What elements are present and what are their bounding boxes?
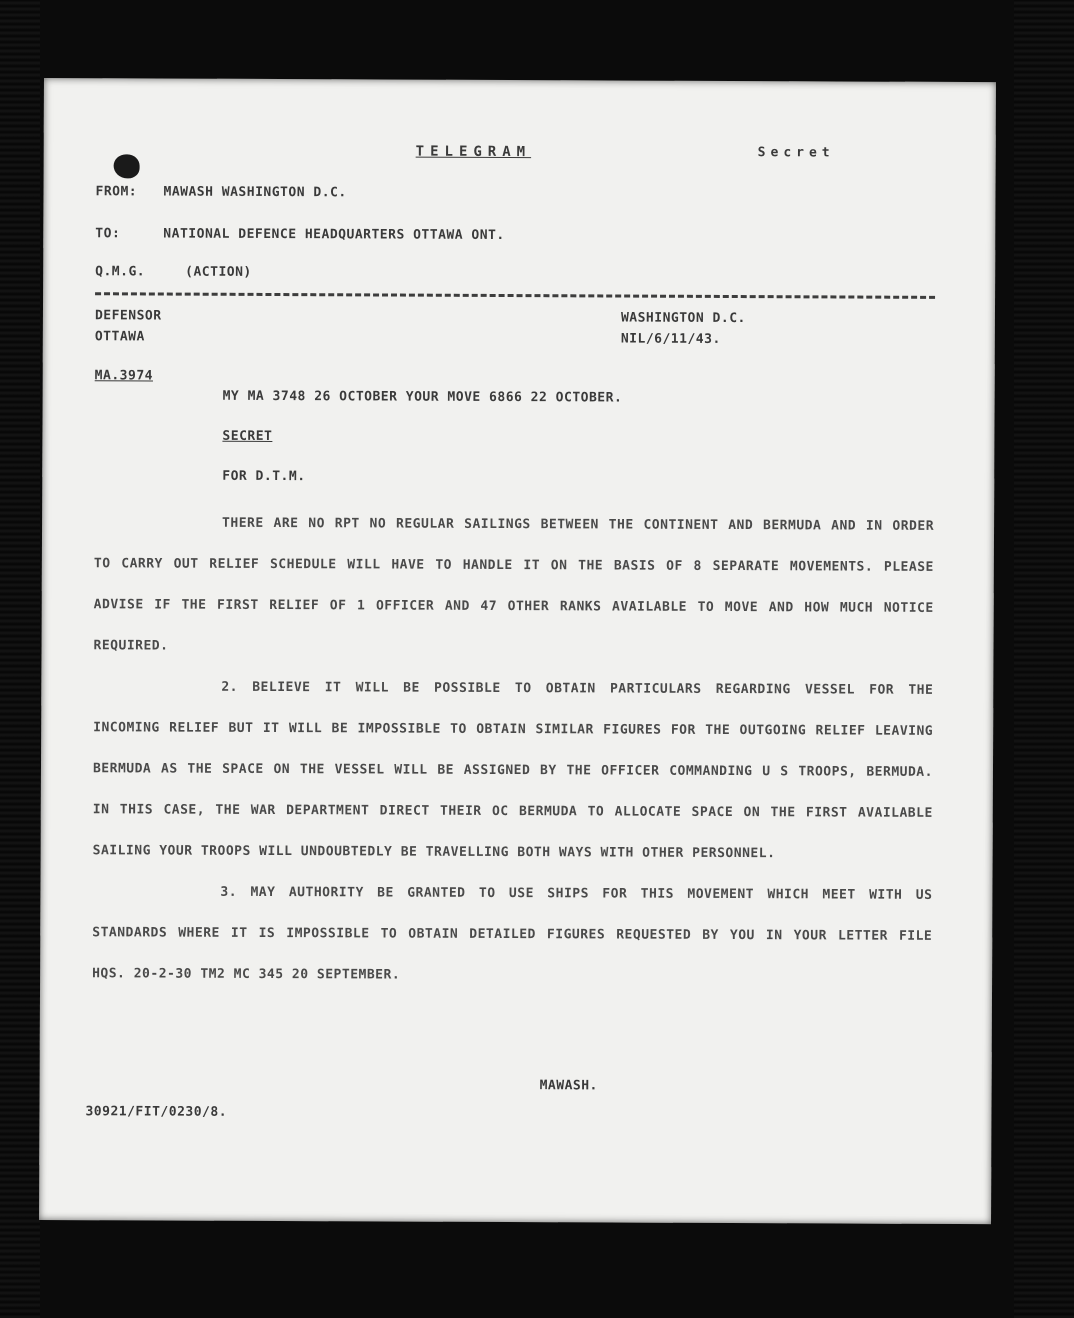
for-line: FOR D.T.M. (222, 468, 306, 485)
ink-blot (114, 154, 140, 178)
body-paragraph-2: 2. BELIEVE IT WILL BE POSSIBLE TO OBTAIN PARTICULARS REGARDING VESSEL FOR THE INCOMING RELIEF BUT IT WILL BE IMPOSSIBLE TO OBTAIN SIMILAR FIGURES FOR THE OUTGOING RELIEF LEAVING BERMUDA AS THE SPACE ON THE VESSEL WILL BE ASSIGNED BY THE OFFICER COMMANDING U S TROOPS, BERMUDA. IN THIS CASE, THE WAR DEPARTMENT DIRECT THEIR OC BERMUDA TO ALLOCATE SPACE ON THE FIRST AVAILABLE SAILING YOUR TROOPS WILL UNDOUBTEDLY BE TRAVELLING BOTH WAYS WITH OTHER PERSONNEL. (92, 679, 934, 862)
from-label: FROM: (95, 184, 138, 200)
telegram-page (39, 78, 996, 1224)
film-edge-right (1014, 0, 1074, 1318)
address-left-line-2: OTTAWA (94, 329, 145, 345)
body-paragraph-1: THERE ARE NO RPT NO REGULAR SAILINGS BETWEEN THE CONTINENT AND BERMUDA AND IN ORDER TO CARRY OUT RELIEF SCHEDULE WILL HAVE TO HANDLE IT ON THE BASIS OF 8 SEPARATE MOVEMENTS. PLEASE ADVISE IF THE FIRST RELIEF OF 1 OFFICER AND 47 OTHER RANKS AVAILABLE TO MOVE AND HOW MUCH NOTICE REQUIRED. (93, 515, 935, 654)
reference-line: MY MA 3748 26 OCTOBER YOUR MOVE 6866 22 OCTOBER. (222, 388, 623, 406)
qmg-value: (ACTION) (185, 264, 252, 280)
from-value: MAWASH WASHINGTON D.C. (163, 184, 347, 201)
message-number: MA.3974 (94, 368, 154, 384)
classification-label: Secret (757, 145, 835, 161)
address-left-line-1: DEFENSOR (94, 308, 162, 324)
document-title: TELEGRAM (415, 143, 532, 161)
dashed-divider (95, 292, 935, 299)
secret-heading: SECRET (222, 428, 273, 444)
qmg-label: Q.M.G. (95, 264, 146, 280)
message-body (92, 502, 934, 998)
to-value: NATIONAL DEFENCE HEADQUARTERS OTTAWA ONT. (163, 226, 505, 244)
film-edge-left (0, 0, 40, 1318)
to-label: TO: (95, 226, 121, 242)
signature: MAWASH. (539, 1078, 598, 1094)
address-right-line-2: NIL/6/11/43. (620, 331, 721, 347)
file-number: 30921/FIT/0230/8. (85, 1104, 228, 1120)
address-right-line-1: WASHINGTON D.C. (620, 310, 746, 327)
body-paragraph-3: 3. MAY AUTHORITY BE GRANTED TO USE SHIPS FOR THIS MOVEMENT WHICH MEET WITH US STANDARDS WHERE IT IS IMPOSSIBLE TO OBTAIN DETAILED FIGURES REQUESTED BY YOU IN YOUR LETTER FILE HQS. 20-2-30 TM2 MC 345 20 SEPTEMBER. (92, 884, 933, 983)
